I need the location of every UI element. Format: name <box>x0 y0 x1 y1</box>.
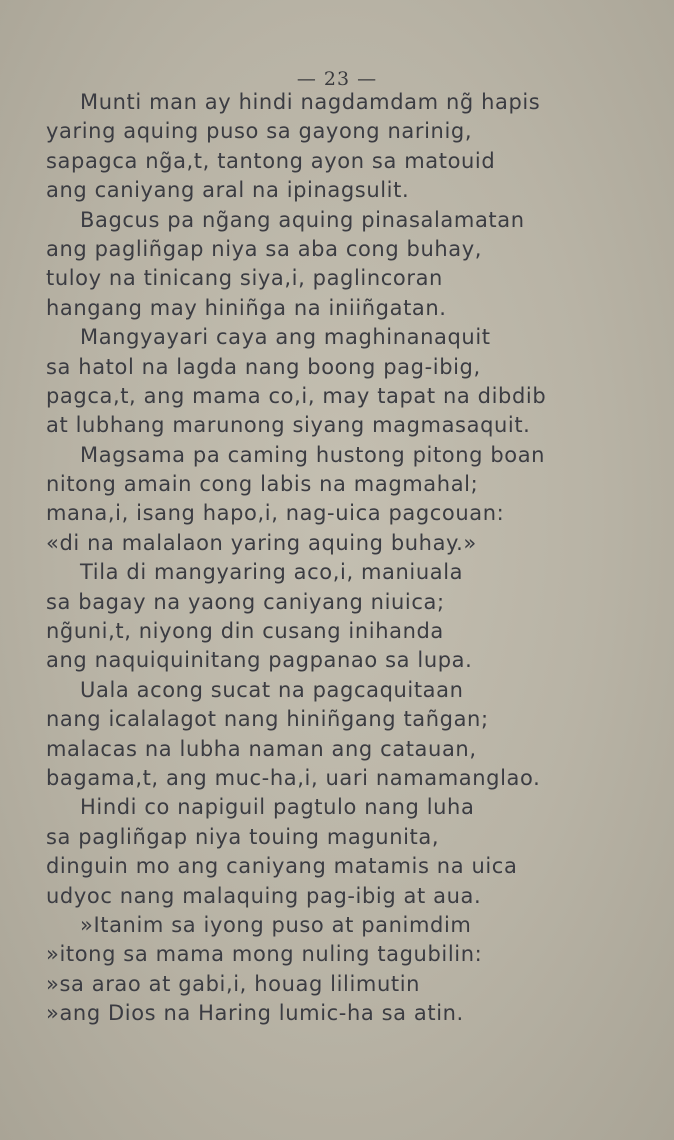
poem-line: »itong sa mama mong nuling tagubilin: <box>46 942 483 967</box>
stanza-first-line: Tila di mangyaring aco,i, maniuala <box>80 560 464 585</box>
poem-line: pagca,t, ang mama co,i, may tapat na dibdib <box>46 383 547 408</box>
stanza-first-line: Magsama pa caming hustong pitong boan <box>80 442 546 467</box>
poem-line: nitong amain cong labis na magmahal; <box>46 472 479 497</box>
stanza-first-line: Mangyayari caya ang maghinanaquit <box>80 325 491 350</box>
poem-line: »sa arao at gabi,i, houag lilimutin <box>46 971 421 996</box>
poem-line: mana,i, isang hapo,i, nag-uica pagcouan: <box>46 501 505 526</box>
poem-line: sa hatol na lagda nang boong pag-ibig, <box>46 354 481 379</box>
poem-line: hangang may hiniñga na iniiñgatan. <box>46 295 447 320</box>
page-number: — 23 — <box>296 68 378 90</box>
stanza-first-line: »Itanim sa iyong puso at panimdim <box>80 912 472 937</box>
poem-line: yaring aquing puso sa gayong narinig, <box>46 119 473 144</box>
stanza-first-line: Uala acong sucat na pagcaquitaan <box>80 677 464 702</box>
poem-line: «di na malalaon yaring aquing buhay.» <box>46 530 477 555</box>
poem-line: dinguin mo ang caniyang matamis na uica <box>46 854 518 879</box>
poem-line: nang icalalagot nang hiniñgang tañgan; <box>46 707 489 732</box>
poem-line: malacas na lubha naman ang catauan, <box>46 736 477 761</box>
poem-line: »ang Dios na Haring lumic-ha sa atin. <box>46 1001 464 1026</box>
poem-line: udyoc nang malaquing pag-ibig at aua. <box>46 883 482 908</box>
poem-line: ang caniyang aral na ipinagsulit. <box>46 178 410 203</box>
poem-text <box>46 88 646 1029</box>
poem-line: ang pagliñgap niya sa aba cong buhay, <box>46 236 483 261</box>
poem-line: ang naquiquinitang pagpanao sa lupa. <box>46 648 473 673</box>
poem-line: tuloy na tinicang siya,i, paglincoran <box>46 266 443 291</box>
poem-line: sa bagay na yaong caniyang niuica; <box>46 589 445 614</box>
stanza-first-line: Hindi co napiguil pagtulo nang luha <box>80 795 475 820</box>
poem-line: ng̃uni,t, niyong din cusang inihanda <box>46 619 444 644</box>
stanza-first-line: Bagcus pa ng̃ang aquing pinasalamatan <box>80 207 525 232</box>
poem-line: at lubhang marunong siyang magmasaquit. <box>46 413 531 438</box>
stanza-first-line: Munti man ay hindi nagdamdam ng̃ hapis <box>80 90 541 114</box>
poem-line: sapagca ng̃a,t, tantong ayon sa matouid <box>46 148 496 173</box>
poem-line: sa pagliñgap niya touing magunita, <box>46 824 440 849</box>
poem-line: bagama,t, ang muc-ha,i, uari namamanglao. <box>46 765 541 790</box>
